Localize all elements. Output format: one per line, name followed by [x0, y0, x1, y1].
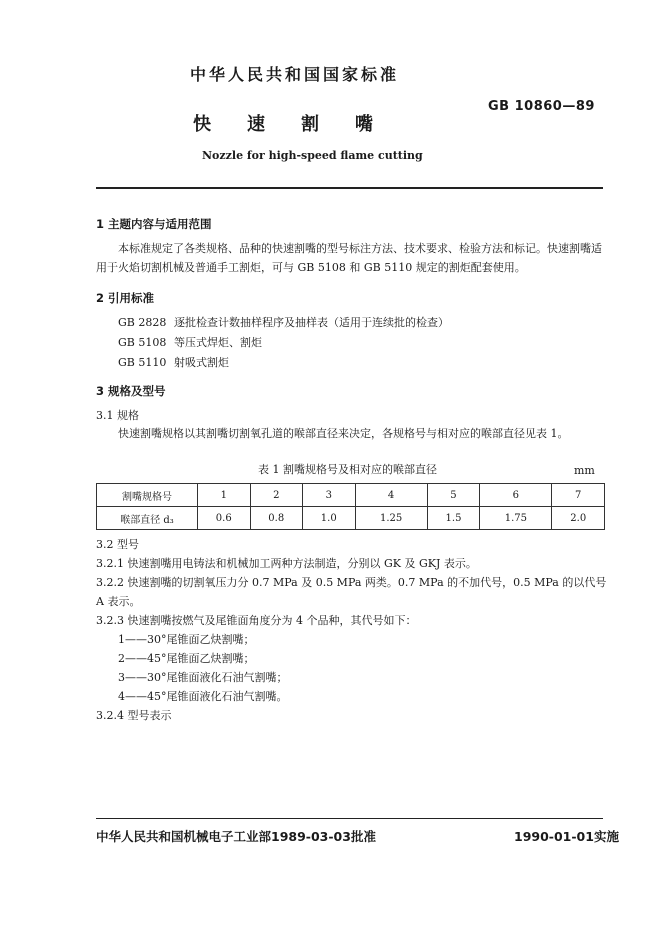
reference-text: 逐批检查计数抽样程序及抽样表（适用于连续批的检查） [174, 316, 449, 329]
section-3-2-4: 3.2.4 型号表示 [96, 709, 172, 722]
type-item: 4——45°尾锥面液化石油气割嘴。 [118, 690, 288, 703]
table-cell: 1.5 [427, 507, 480, 530]
table-cell: 4 [355, 484, 427, 507]
table-row-label: 喉部直径 d₃ [97, 507, 198, 530]
table-caption: 表 1 割嘴规格号及相对应的喉部直径 [258, 463, 437, 476]
footer-rule [96, 818, 603, 819]
reference-item [118, 313, 449, 333]
table-cell: 7 [552, 484, 605, 507]
table-row-label: 割嘴规格号 [97, 484, 198, 507]
document-title [193, 110, 409, 136]
reference-item [118, 353, 449, 373]
reference-text: 射吸式割炬 [174, 356, 229, 369]
table-cell: 0.6 [198, 507, 251, 530]
section-3-2-1: 3.2.1 快速割嘴用电铸法和机械加工两种方法制造，分别以 GK 及 GKJ 表示。 [96, 557, 477, 570]
table-cell: 5 [427, 484, 480, 507]
section-3-heading: 3 规格及型号 [96, 384, 166, 398]
header-rule [96, 187, 603, 189]
section-3-2-2-line-2: A 表示。 [96, 595, 141, 608]
section-3-2-3: 3.2.3 快速割嘴按燃气及尾锥面角度分为 4 个品种，其代号如下： [96, 614, 417, 627]
type-item: 2——45°尾锥面乙炔割嘴； [118, 652, 255, 665]
standard-title: 中华人民共和国国家标准 [190, 65, 400, 84]
section-1-line-2: 用于火焰切割机械及普通手工割炬，可与 GB 5108 和 GB 5110 规定的割炬配套使用。 [96, 261, 526, 274]
table-row [97, 484, 605, 507]
table-cell: 0.8 [250, 507, 303, 530]
section-3-1-text: 快速割嘴规格以其割嘴切割氧孔道的喉部直径来决定，各规格号与相对应的喉部直径见表 1。 [118, 427, 569, 440]
title-char: 快 [193, 114, 211, 135]
table-cell: 1.25 [355, 507, 427, 530]
reference-code: GB 2828 [118, 316, 167, 329]
document-code: GB 10860—89 [488, 99, 595, 114]
section-1-line-1: 本标准规定了各类规格、品种的快速割嘴的型号标注方法、技术要求、检验方法和标记。快速割嘴适 [118, 242, 602, 255]
implementation-date: 1990-01-01实施 [514, 829, 619, 844]
approval-line: 中华人民共和国机械电子工业部1989-03-03批准 [96, 829, 376, 844]
reference-item [118, 333, 449, 353]
type-list [118, 630, 288, 706]
table-cell: 1 [198, 484, 251, 507]
english-title: Nozzle for high-speed flame cutting [202, 149, 423, 162]
reference-text: 等压式焊炬、割炬 [174, 336, 262, 349]
table-unit: mm [574, 464, 595, 477]
section-3-2-heading: 3.2 型号 [96, 538, 139, 551]
table-row [97, 507, 605, 530]
table-cell: 1.75 [480, 507, 552, 530]
reference-list [118, 313, 449, 373]
title-char: 速 [247, 114, 265, 135]
table-cell: 1.0 [303, 507, 356, 530]
section-2-heading: 2 引用标准 [96, 291, 155, 305]
section-3-2-2-line-1: 3.2.2 快速割嘴的切割氧压力分 0.7 MPa 及 0.5 MPa 两类。0.7 MPa 的不加代号，0.5 MPa 的以代号 [96, 576, 607, 589]
table-cell: 3 [303, 484, 356, 507]
section-3-1-heading: 3.1 规格 [96, 409, 139, 422]
table-cell: 6 [480, 484, 552, 507]
section-1-heading: 1 主题内容与适用范围 [96, 217, 212, 231]
reference-code: GB 5108 [118, 336, 167, 349]
reference-code: GB 5110 [118, 356, 167, 369]
type-item: 3——30°尾锥面液化石油气割嘴； [118, 671, 288, 684]
table-cell: 2.0 [552, 507, 605, 530]
size-table [96, 483, 605, 530]
title-char: 割 [301, 114, 319, 135]
table-cell: 2 [250, 484, 303, 507]
title-char: 嘴 [355, 114, 373, 135]
type-item: 1——30°尾锥面乙炔割嘴； [118, 633, 255, 646]
